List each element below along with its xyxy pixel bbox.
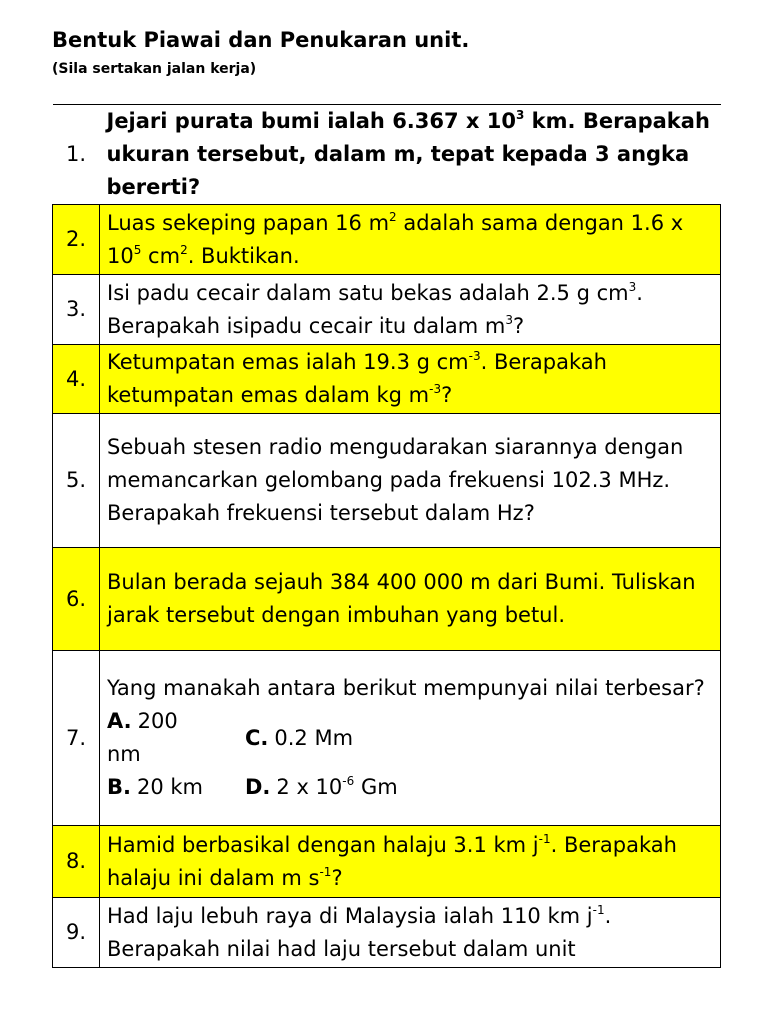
option-d-value: 2 x 10	[276, 775, 343, 799]
question-number: 8.	[53, 826, 100, 898]
superscript: -1	[319, 864, 332, 879]
superscript: -3	[468, 349, 481, 363]
question-text	[100, 275, 721, 345]
question-row-6	[53, 548, 721, 651]
option-d-unit: Gm	[354, 775, 398, 799]
text-part: . Berapakah halaju ini dalam m s	[107, 832, 677, 890]
question-text	[100, 826, 721, 898]
option-a	[107, 705, 245, 771]
text-part: . Berapakah isipadu cecair itu dalam m	[107, 280, 643, 338]
question-row-9	[53, 898, 721, 968]
text-part: Had laju lebuh raya di Malaysia ialah 110 km j	[107, 903, 593, 928]
option-d-label: D.	[245, 775, 271, 799]
question-number: 7.	[53, 651, 100, 826]
answer-options	[107, 705, 714, 804]
option-d	[245, 771, 714, 804]
question-table	[52, 104, 721, 968]
text-part: Isi padu cecair dalam satu bekas adalah 2.5 g cm	[107, 280, 629, 305]
option-a-value: 200 nm	[107, 709, 178, 766]
text-part: Ketumpatan emas ialah 19.3 g cm	[107, 350, 469, 374]
question-text	[100, 651, 721, 826]
page-title: Bentuk Piawai dan Penukaran unit.	[52, 28, 470, 52]
question-row-5	[53, 414, 721, 548]
question-row-3	[53, 275, 721, 345]
text-part: km. Berapakah ukuran tersebut, dalam m, tepat kepada 3 angka bererti?	[106, 109, 710, 199]
text-part: Jejari purata bumi ialah 6.367 x 10	[106, 109, 517, 133]
question-text: Sebuah stesen radio mengudarakan siarannya dengan memancarkan gelombang pada frekuensi 102.3 MHz. Berapakah frekuensi tersebut dalam Hz?	[100, 414, 721, 548]
option-c-label: C.	[245, 725, 269, 750]
question-text: Bulan berada sejauh 384 400 000 m dari Bumi. Tuliskan jarak tersebut dengan imbuhan yang betul.	[100, 548, 721, 651]
page-subtitle: (Sila sertakan jalan kerja)	[52, 61, 257, 77]
option-b-value: 20 km	[136, 775, 203, 799]
question-number: 5.	[53, 414, 100, 548]
question-row-1	[53, 105, 721, 205]
text-part: adalah sama dengan 1.6 x 10	[107, 210, 684, 268]
superscript: -1	[592, 902, 605, 917]
question-number: 4.	[53, 345, 100, 414]
question-row-7	[53, 651, 721, 826]
option-a-label: A.	[107, 709, 132, 733]
superscript: 3	[516, 108, 525, 122]
question-text	[100, 345, 721, 414]
text-part: ?	[441, 383, 453, 407]
text-part: ?	[513, 313, 525, 338]
superscript: -1	[538, 831, 551, 846]
text-part: . Berapakah ketumpatan emas dalam kg m	[107, 350, 607, 407]
text-part: . Buktikan.	[187, 243, 300, 268]
question-number: 2.	[53, 205, 100, 275]
question-text	[100, 105, 721, 205]
question-row-2	[53, 205, 721, 275]
superscript: 2	[389, 209, 397, 224]
superscript: -3	[429, 382, 442, 396]
option-c-value: 0.2 Mm	[274, 725, 354, 750]
question-number: 1.	[53, 105, 100, 205]
superscript: 3	[505, 312, 514, 327]
question-number: 9.	[53, 898, 100, 968]
question-number: 6.	[53, 548, 100, 651]
text-part: Hamid berbasikal dengan halaju 3.1 km j	[107, 832, 539, 857]
question-row-4	[53, 345, 721, 414]
superscript: -6	[342, 774, 355, 788]
question-stem: Yang manakah antara berikut mempunyai nilai terbesar?	[107, 676, 705, 700]
question-text	[100, 898, 721, 968]
text-part: Luas sekeping papan 16 m	[107, 210, 390, 235]
option-b	[107, 771, 245, 804]
superscript: 2	[180, 242, 188, 257]
question-text	[100, 205, 721, 275]
option-c	[245, 722, 714, 755]
text-part: . Berapakah nilai had laju tersebut dalam unit	[107, 903, 612, 961]
option-b-label: B.	[107, 775, 131, 799]
superscript: 3	[628, 279, 637, 294]
question-row-8	[53, 826, 721, 898]
text-part: ?	[331, 865, 343, 890]
question-number: 3.	[53, 275, 100, 345]
text-part: cm	[141, 243, 181, 268]
superscript: 5	[133, 242, 142, 257]
